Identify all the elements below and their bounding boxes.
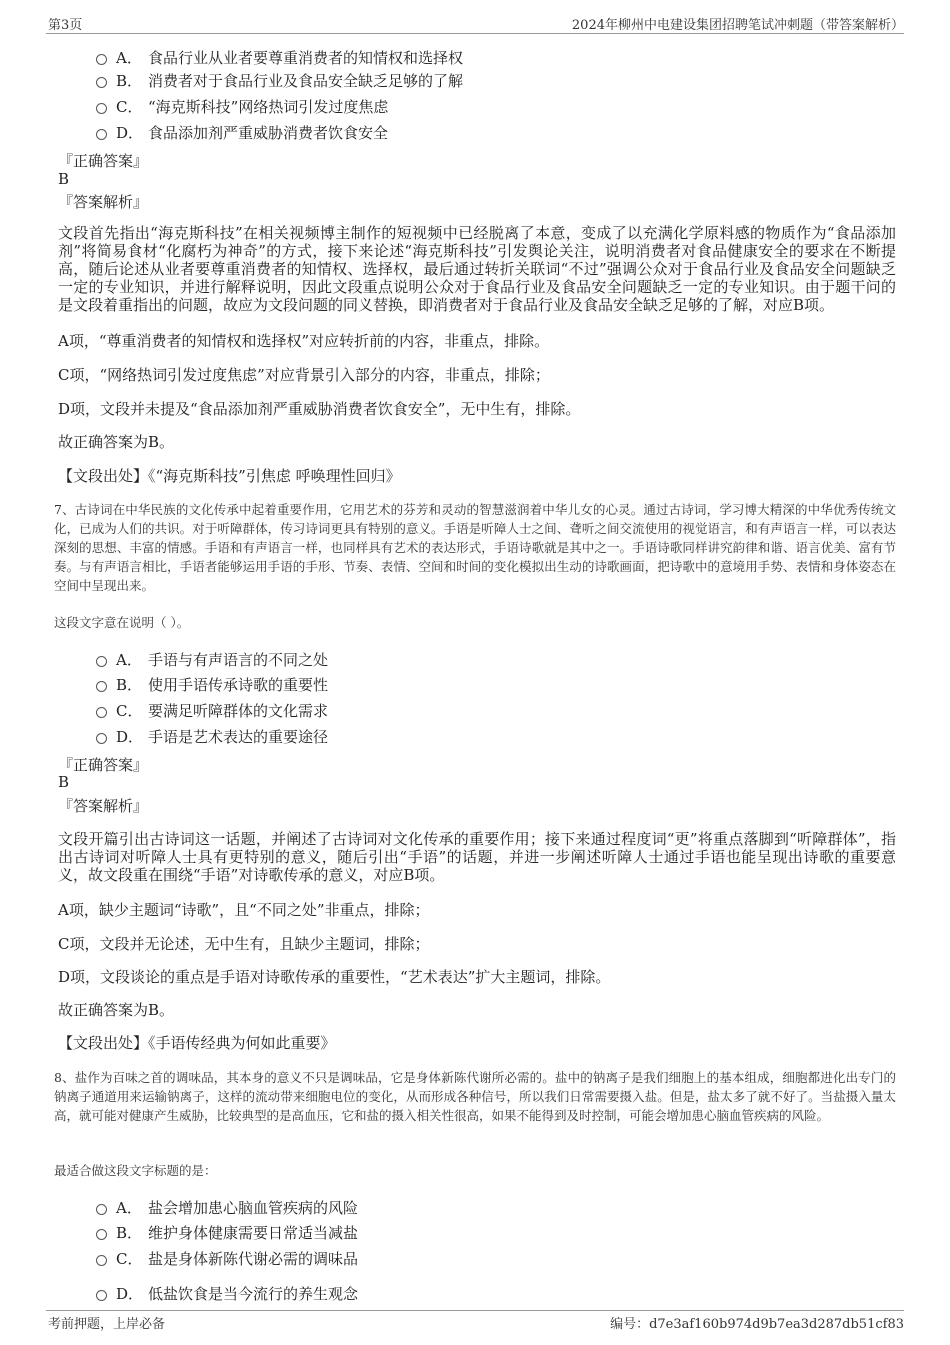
q8-stem: 最适合做这段文字标题的是：: [54, 1163, 217, 1178]
q6-option-c[interactable]: C． “海克斯科技”网络热词引发过度焦虑: [96, 96, 388, 116]
page-number: 第3页: [48, 18, 83, 33]
q6-answer: B: [58, 170, 70, 188]
q6-answer-label: 『正确答案』: [58, 152, 149, 170]
radio-icon[interactable]: [96, 733, 107, 744]
q6-option-d[interactable]: D． 食品添加剂严重威胁消费者饮食安全: [96, 122, 388, 142]
q7-conclusion: 故正确答案为B。: [58, 1001, 175, 1019]
radio-icon[interactable]: [96, 707, 107, 718]
footer-slogan: 考前押题，上岸必备: [48, 1317, 166, 1332]
page-header: [48, 14, 904, 34]
document-title: 2024年柳州中电建设集团招聘笔试冲刺题（带答案解析）: [571, 18, 904, 33]
q6-option-a[interactable]: A． 食品行业从业者要尊重消费者的知情权和选择权: [96, 47, 463, 67]
q7-answer-label: 『正确答案』: [58, 756, 149, 774]
q6-analysis-d: D项，文段并未提及“食品添加剂严重威胁消费者饮食安全”，无中生有，排除。: [58, 400, 581, 418]
q8-option-d[interactable]: D． 低盐饮食是当今流行的养生观念: [96, 1283, 358, 1303]
radio-icon[interactable]: [96, 54, 107, 65]
q6-analysis-a: A项，“尊重消费者的知情权和选择权”对应转折前的内容，非重点，排除。: [58, 332, 550, 350]
q7-option-a[interactable]: A． 手语与有声语言的不同之处: [96, 649, 328, 669]
q6-analysis: 文段首先指出“海克斯科技”在相关视频博主制作的短视频中已经脱离了本意，变成了以充满化学原料感的物质作为“食品添加剂”将简易食材“化腐朽为神奇”的方式，接下来论述“海克斯科技”引发舆论关注，说明消费者对食品健康安全的要求在不断提高，随后论述从业者要尊重消费者的知情权、选择权，最后通过转折关联词“不过”强调公众对于食品行业及食品安全问题缺乏一定的专业知识，并进行解释说明，因此文段重点说明公众对于食品行业及食品安全问题缺乏一定的专业知识。由于题干问的是文段着重指出的问题，故应为文段问题的同义替换，即消费者对于食品行业及食品安全缺乏足够的了解，对应B项。: [58, 224, 896, 314]
q7-analysis-d: D项，文段谈论的重点是手语对诗歌传承的重要性，“艺术表达”扩大主题词，排除。: [58, 968, 611, 986]
q6-analysis-label: 『答案解析』: [58, 193, 149, 211]
radio-icon[interactable]: [96, 1229, 107, 1240]
header-divider: [46, 33, 904, 34]
q8-question: 8、盐作为百味之首的调味品，其本身的意义不只是调味品，它是身体新陈代谢所必需的。盐中的钠离子是我们细胞上的基本组成，细胞都进化出专门的钠离子通道用来运输钠离子，这样的流动带来细胞电位的变化，从而形成各种信号，所以我们日常需要摄入盐。但是，盐太多了就不好了。当盐摄入量太高，就可能对健康产生威胁，比较典型的是高血压，它和盐的摄入相关性很高，如果不能得到及时控制，可能会增加患心脑血管疾病的风险。: [54, 1070, 896, 1123]
radio-icon[interactable]: [96, 1204, 107, 1215]
q7-analysis-a: A项，缺少主题词“诗歌”，且“不同之处”非重点，排除；: [58, 901, 430, 919]
q8-option-a[interactable]: A． 盐会增加患心脑血管疾病的风险: [96, 1197, 358, 1217]
footer-divider: [46, 1310, 904, 1311]
q7-analysis-label: 『答案解析』: [58, 797, 149, 815]
document-id: 编号：d7e3af160b974d9b7ea3d287db51cf83: [610, 1317, 904, 1332]
q7-question: 7、古诗词在中华民族的文化传承中起着重要作用，它用艺术的芬芳和灵动的智慧滋润着中华儿女的心灵。通过古诗词，学习博大精深的中华优秀传统文化，已成为人们的共识。对于听障群体，传习诗词更具有特别的意义。手语是听障人士之间、聋听之间交流使用的视觉语言，和有声语言一样，可以表达深刻的思想、丰富的情感。手语和有声语言一样，也同样具有艺术的表达形式，手语诗歌就是其中之一。手语诗歌同样讲究韵律和谐、语言优美、富有节奏。与有声语言相比，手语者能够运用手语的手形、节奏、表情、空间和时间的变化模拟出生动的诗歌画面，把诗歌中的意境用手势、表情和身体姿态在空间中呈现出来。: [54, 502, 896, 593]
q7-analysis: 文段开篇引出古诗词这一话题，并阐述了古诗词对文化传承的重要作用；接下来通过程度词“更”将重点落脚到“听障群体”，指出古诗词对听障人士具有更特别的意义，随后引出“手语”的话题，并进一步阐述听障人士通过手语也能呈现出诗歌的重要意义，故文段重在围绕“手语”对诗歌传承的意义，对应B项。: [58, 830, 896, 884]
radio-icon[interactable]: [96, 1255, 107, 1266]
q8-option-b[interactable]: B． 维护身体健康需要日常适当减盐: [96, 1222, 358, 1242]
q6-option-b[interactable]: B． 消费者对于食品行业及食品安全缺乏足够的了解: [96, 70, 463, 90]
q7-option-c[interactable]: C． 要满足听障群体的文化需求: [96, 700, 328, 720]
radio-icon[interactable]: [96, 103, 107, 114]
radio-icon[interactable]: [96, 77, 107, 88]
q6-analysis-c: C项，“网络热词引发过度焦虑”对应背景引入部分的内容，非重点，排除；: [58, 366, 550, 384]
q7-analysis-c: C项，文段并无论述，无中生有，且缺少主题词，排除；: [58, 935, 430, 953]
radio-icon[interactable]: [96, 656, 107, 667]
q7-answer: B: [58, 773, 70, 791]
q7-source: 【文段出处】《手语传经典为何如此重要》: [58, 1034, 336, 1052]
q6-conclusion: 故正确答案为B。: [58, 433, 175, 451]
q7-option-d[interactable]: D． 手语是艺术表达的重要途径: [96, 726, 328, 746]
radio-icon[interactable]: [96, 129, 107, 140]
q7-option-b[interactable]: B． 使用手语传承诗歌的重要性: [96, 674, 328, 694]
q6-source: 【文段出处】《“海克斯科技”引焦虑 呼唤理性回归》: [58, 467, 401, 485]
radio-icon[interactable]: [96, 681, 107, 692]
q7-stem: 这段文字意在说明（ ）。: [54, 615, 190, 630]
radio-icon[interactable]: [96, 1290, 107, 1301]
q8-option-c[interactable]: C． 盐是身体新陈代谢必需的调味品: [96, 1248, 358, 1268]
